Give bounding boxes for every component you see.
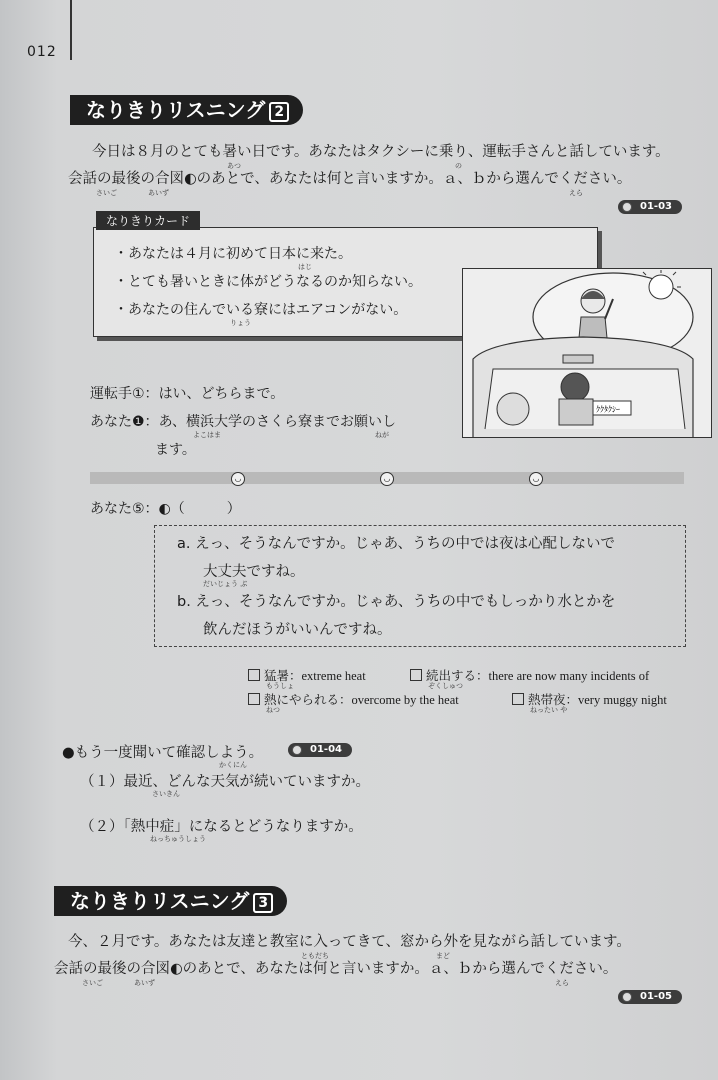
- driver-text: はい、どちらまで。: [158, 386, 285, 402]
- page-number: 012: [27, 44, 57, 60]
- ruby-haji: はじ: [298, 263, 312, 271]
- vocab-ruby: もうしょ: [266, 682, 294, 690]
- vocab-term: 続出する：there are now many incidents of: [426, 669, 650, 683]
- section-2-number: 2: [269, 102, 289, 122]
- card-line-2: ・とても暑いときに体がどうなるのか知らない。: [114, 274, 422, 290]
- ruby-era: えら: [555, 979, 569, 987]
- you5-label: あなた⑤：: [90, 501, 159, 517]
- ruby-necchuushou: ねっちゅうしょう: [150, 835, 206, 843]
- ruby-nega: ねが: [375, 431, 389, 439]
- vocab-term: 熱帯夜：very muggy night: [528, 693, 667, 707]
- ruby-saikin: さいきん: [152, 790, 180, 798]
- section-3-intro-line2: 会話の最後の合図◐のあとで、あなたは何と言いますか。ａ、ｂから選んでください。: [54, 961, 618, 977]
- section-3-title-text: なりきりリスニング: [70, 889, 250, 913]
- section-2-intro-line1: 今日は８月のとても暑い日です。あなたはタクシーに乗り、運転手さんと話しています。: [92, 144, 670, 160]
- ruby-kakunin: かくにん: [219, 761, 247, 769]
- card-line-3: ・あなたの住んでいる寮にはエアコンがない。: [114, 302, 408, 318]
- section-2-intro-line2: 会話の最後の合図◐のあとで、あなたは何と言いますか。ａ、ｂから選んでください。: [68, 171, 632, 187]
- answer-choices: [154, 525, 686, 647]
- choice-a-line2: 大丈夫ですね。: [203, 564, 305, 580]
- ruby-aizu: あいず: [148, 189, 169, 197]
- track-badge-01-03[interactable]: [618, 200, 682, 214]
- ruby-tomodachi: ともだち: [301, 952, 329, 960]
- page-rule: [70, 0, 72, 60]
- dialog-driver: [90, 383, 284, 403]
- checkbox-icon: [248, 693, 260, 705]
- section-3-intro-line1: 今、２月です。あなたは友達と教室に入ってきて、窓から外を見ながら話しています。: [68, 934, 631, 950]
- track-badge-01-04[interactable]: [288, 743, 352, 757]
- ruby-saigo: さいご: [82, 979, 103, 987]
- section-3-number: 3: [253, 893, 273, 913]
- track-badge-01-05[interactable]: [618, 990, 682, 1004]
- track-label: 01-03: [640, 201, 672, 212]
- cd-icon: [292, 745, 302, 755]
- ruby-yokohama: よこはま: [193, 431, 221, 439]
- choice-b-line1[interactable]: b. えっ、そうなんですか。じゃあ、うちの中でもしっかり水とかを: [177, 594, 616, 610]
- ruby-mado: まど: [436, 952, 450, 960]
- driver-label: 運転手①：: [90, 386, 159, 402]
- checkbox-icon: [410, 669, 422, 681]
- question-2: （２）「熱中症」になるとどうなりますか。: [80, 819, 363, 835]
- choice-a-line1[interactable]: a. えっ、そうなんですか。じゃあ、うちの中では夜は心配しないで: [177, 536, 616, 552]
- checkbox-icon: [248, 669, 260, 681]
- checkbox-icon: [512, 693, 524, 705]
- dialog-you-1: [90, 411, 396, 431]
- section-3-title: [54, 886, 287, 916]
- taxi-scene-icon: [463, 269, 711, 437]
- ruby-ryou: りょう: [230, 319, 251, 327]
- vocab-ruby: ぞくしゅつ: [428, 682, 463, 690]
- card-line-1: ・あなたは４月に初めて日本に来た。: [114, 246, 352, 262]
- you1-text-line2: ます。: [155, 442, 196, 458]
- smiley-icon: ◡: [529, 472, 543, 486]
- taxi-illustration: [462, 268, 712, 438]
- ruby-no: の: [455, 162, 462, 170]
- section-2-title-text: なりきりリスニング: [86, 98, 266, 122]
- choice-b-line2: 飲んだほうがいいんですね。: [203, 622, 392, 638]
- smiley-icon: ◡: [380, 472, 394, 486]
- track-label: 01-04: [310, 744, 342, 755]
- role-card-label: なりきりカード: [96, 211, 200, 230]
- vocab-ruby: ねったい や: [530, 706, 568, 714]
- you1-label: あなた❶：: [90, 414, 159, 430]
- ruby-aizu: あいず: [134, 979, 155, 987]
- ruby-era: えら: [569, 189, 583, 197]
- ruby-daijoubu: だいじょう ぶ: [203, 580, 248, 588]
- taxi-sign-text: ｸｸﾀｸｼｰ: [596, 405, 620, 414]
- cd-icon: [622, 992, 632, 1002]
- you5-text: ◐（ ）: [158, 501, 241, 517]
- smiley-icon: ◡: [231, 472, 245, 486]
- cd-icon: [622, 202, 632, 212]
- dialog-you-5: [90, 498, 241, 518]
- question-1: （１）最近、どんな天気が続いていますか。: [80, 774, 370, 790]
- you1-text-line1: あ、横浜大学のさくら寮までお願いし: [158, 414, 397, 430]
- ruby-atsu: あつ: [227, 162, 241, 170]
- section-2-title: [70, 95, 303, 125]
- track-label: 01-05: [640, 991, 672, 1002]
- ruby-saigo: さいご: [96, 189, 117, 197]
- vocab-term: 熱にやられる：overcome by the heat: [264, 693, 459, 707]
- vocab-ruby: ねつ: [266, 706, 280, 714]
- review-title: ●もう一度聞いて確認しよう。: [62, 745, 264, 761]
- vocab-term: 猛暑：extreme heat: [264, 669, 366, 683]
